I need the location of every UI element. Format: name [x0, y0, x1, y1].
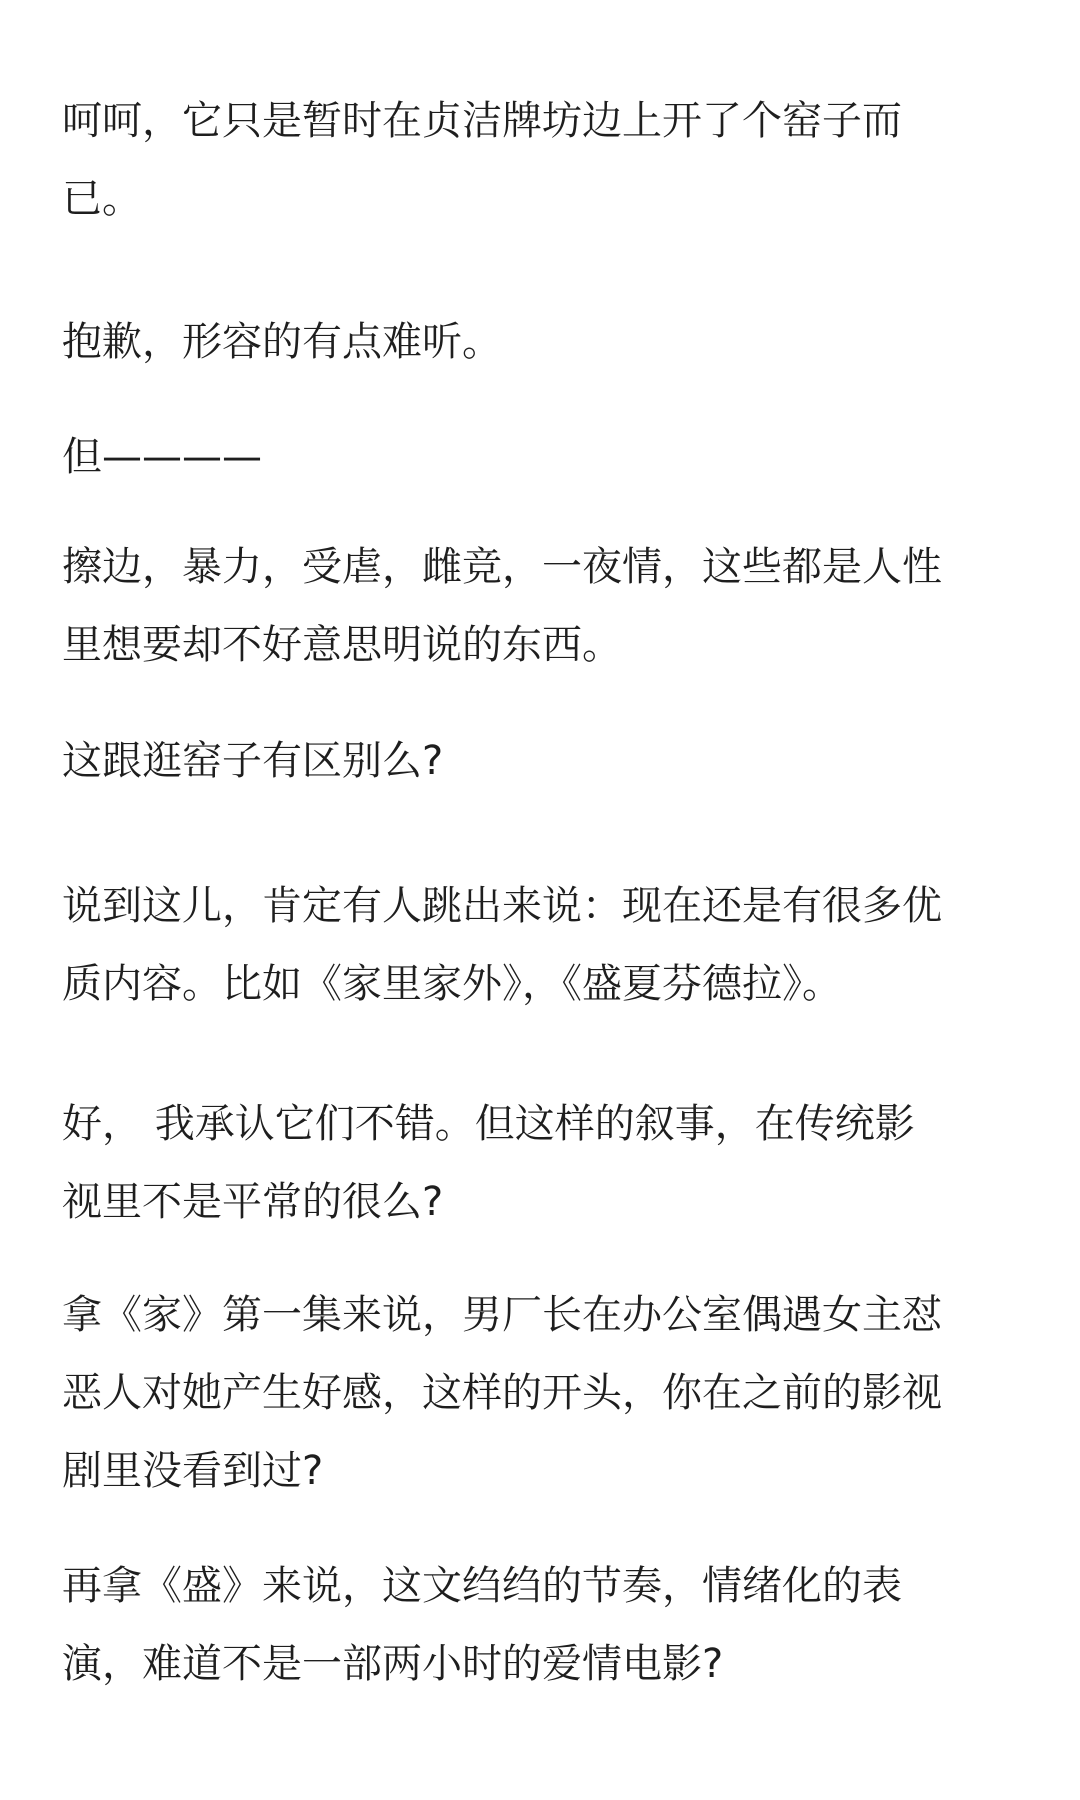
text-line: 视里不是平常的很么? [62, 1179, 444, 1225]
paragraph [62, 303, 1022, 381]
paragraph [62, 82, 1022, 238]
paragraph [62, 418, 1022, 496]
text-line: 好， 我承认它们不错。但这样的叙事，在传统影 [62, 1101, 915, 1147]
text-line: 剧里没看到过? [62, 1448, 324, 1494]
text-line: 再拿《盛》来说，这文绉绉的节奏，情绪化的表 [62, 1563, 902, 1609]
paragraph [62, 1276, 1022, 1510]
text-line: 质内容。比如《家里家外》，《盛夏芬德拉》。 [62, 961, 842, 1007]
text-line: 恶人对她产生好感，这样的开头，你在之前的影视 [62, 1370, 942, 1416]
text-line: 呵呵，它只是暂时在贞洁牌坊边上开了个窑子而 [62, 98, 902, 144]
paragraph [62, 1547, 1022, 1703]
paragraph [62, 867, 1022, 1023]
text-line: 已。 [62, 176, 142, 222]
paragraph [62, 1085, 1022, 1241]
text-line: 里想要却不好意思明说的东西。 [62, 622, 622, 668]
text-line: 擦边，暴力，受虐，雌竞，一夜情，这些都是人性 [62, 544, 942, 590]
text-line: 但———— [62, 434, 262, 480]
text-line: 拿《家》第一集来说，男厂长在办公室偶遇女主怼 [62, 1292, 942, 1338]
text-line: 演，难道不是一部两小时的爱情电影? [62, 1641, 724, 1687]
paragraph [62, 722, 1022, 800]
text-line: 这跟逛窑子有区别么? [62, 738, 444, 784]
text-line: 说到这儿，肯定有人跳出来说：现在还是有很多优 [62, 883, 942, 929]
text-line: 抱歉，形容的有点难听。 [62, 319, 502, 365]
paragraph [62, 528, 1022, 684]
